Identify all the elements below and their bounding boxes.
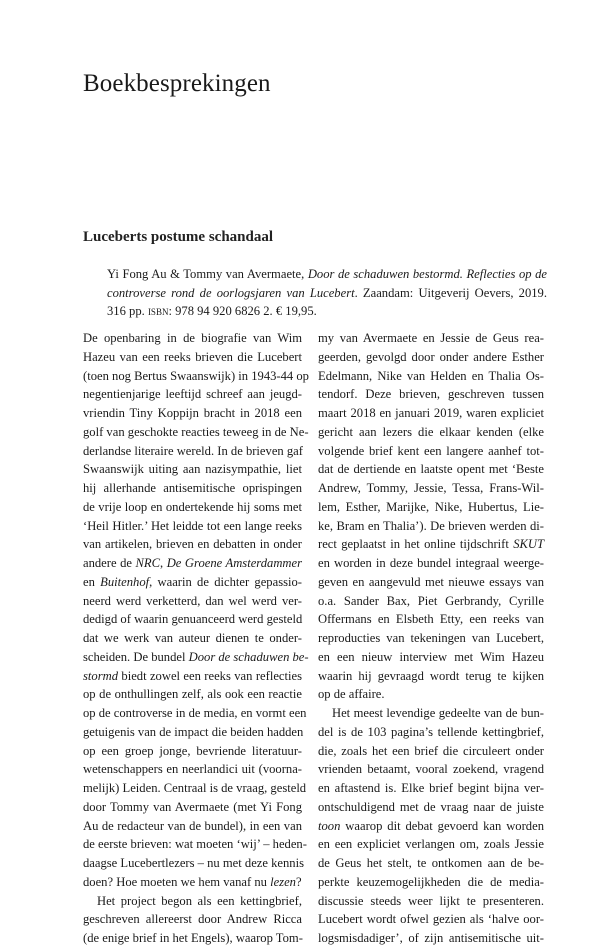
text: Hazeu van een reeks brieven die Lucebert	[83, 349, 302, 364]
text: neerd werd verketterd, dan wel werd ver-	[83, 593, 302, 608]
text-line	[83, 742, 302, 761]
italic-text: stormd	[83, 668, 118, 683]
text: my van Avermaete en Jessie de Geus rea-	[318, 331, 544, 345]
text: op een groep jonge, bevriende literatuur-	[83, 743, 302, 758]
text: Edelmann, Nike van Helden en Thalia Os-	[318, 368, 544, 383]
italic-text: lezen	[270, 874, 296, 889]
text: Swaanswijk uiting aan nazisympathie, liet	[83, 462, 302, 477]
text-line	[318, 667, 544, 686]
text: Offermans en Elsbeth Etty, een reeks van	[318, 612, 544, 627]
italic-text: Buitenhof	[100, 574, 150, 589]
text: de Geus het stelt, te ontkomen aan de be-	[318, 856, 544, 870]
text-line	[318, 442, 544, 461]
text-line	[83, 723, 302, 742]
text-line	[318, 873, 544, 892]
text: en aftastend is. Elke brief begint bijna ver-	[318, 781, 544, 795]
text-line	[83, 798, 302, 817]
text-line	[318, 535, 544, 554]
italic-text: De Groene Amsterdammer	[166, 556, 303, 570]
text-line	[83, 385, 302, 404]
publisher-info: . Zaandam: Uitgeverij Oevers, 2019. 316 pp.	[107, 285, 547, 319]
text: geven en aangevuld met nieuwe essays van	[318, 574, 544, 589]
text: melijk) Leiden. Centraal is de vraag, gesteld	[83, 781, 307, 795]
text: ontschuldigend met de vraag naar de juiste	[318, 799, 544, 814]
text: ,	[160, 556, 167, 570]
text: , waarin de dichter gepassio-	[149, 574, 302, 589]
text: (toen nog Bertus Swaanswijk) in 1943-44 op	[83, 368, 309, 383]
text: golf van geschokte reacties teweeg in de Ne-	[83, 424, 309, 439]
text: daagse Lucebertlezers – nu met deze kennis	[83, 856, 304, 870]
text-line	[83, 910, 302, 929]
text: en een nieuw interview met Wim Hazeu	[318, 649, 544, 664]
text: Andrew, Tommy, Jessie, Tessa, Frans-Wil-	[318, 481, 544, 495]
text-line	[83, 629, 302, 648]
text: (de enige brief in het Engels), waarop Tom-	[83, 931, 303, 945]
text: doen? Hoe moeten we hem vanaf nu	[83, 874, 271, 889]
text-line	[83, 517, 302, 536]
text: door Tommy van Avermaete (met Yi Fong	[83, 799, 302, 814]
section-title: Boekbesprekingen	[83, 70, 271, 97]
text-line	[83, 329, 302, 348]
text-line	[83, 929, 302, 948]
text: maart 2018 en januari 2019, waren expliciet	[318, 406, 544, 420]
text-line	[83, 685, 302, 704]
text: ke, Bram en Thalia’). De brieven werden di-	[318, 518, 544, 533]
text-line	[318, 554, 544, 573]
italic-text: NRC	[135, 556, 161, 570]
text-line	[318, 704, 544, 723]
text: tendorf. Deze brieven, geschreven tussen	[318, 387, 544, 402]
text: gericht aan lezers die elkaar kenden (elke	[318, 424, 544, 439]
text: negentienjarige leeftijd schreef aan jeugd-	[83, 387, 302, 402]
text-line	[83, 367, 309, 386]
text: logsmisdadiger’, of zijn antisemitische uit-	[318, 931, 544, 945]
text: De openbaring in de biografie van Wim	[83, 331, 302, 345]
text: Het meest levendige gedeelte van de bun-	[332, 706, 544, 720]
body-column-right	[318, 329, 544, 948]
text-line	[318, 779, 544, 798]
text: del is de 103 pagina’s tellende kettingbrief,	[318, 724, 544, 739]
text-line	[83, 704, 307, 723]
text-line	[318, 854, 544, 873]
text-line	[83, 892, 302, 911]
text: de eerste brieven: wat moeten ‘wij’ – heden-	[83, 837, 307, 852]
text: dat de dertiende en laatste opent met ‘Beste	[318, 462, 544, 477]
text: die, zoals het een brief die circuleert onder	[318, 743, 544, 758]
text: en een expliciet verlangen om, zoals Jessie	[318, 837, 544, 852]
text-line	[318, 910, 544, 929]
italic-text: Door de schaduwen be-	[188, 649, 309, 664]
body-column-left	[83, 329, 309, 948]
text-line	[318, 592, 544, 611]
text-line	[318, 835, 544, 854]
text: volgende brief kent een langere aanhef tot-	[318, 443, 544, 458]
text-line	[318, 629, 544, 648]
text: getuigenis van de impact die beiden hadden	[83, 724, 304, 739]
text-line	[83, 610, 302, 629]
italic-text: toon	[318, 818, 341, 833]
text-line	[318, 742, 544, 761]
text: vriendin Tiny Koppijn bracht in 2018 een	[83, 406, 302, 420]
text: perkte keuzemogelijkheden die de media-	[318, 874, 544, 889]
text-line	[83, 554, 302, 573]
text: wetenschappers en neerlandici uit (voorna-	[83, 762, 302, 777]
text-line	[83, 779, 307, 798]
text-line	[83, 423, 309, 442]
text: en worden in deze bundel integraal weerge-	[318, 556, 544, 570]
book-title: Door de schaduwen bestormd. Reflecties op de controverse rond de oorlogsjaren van Lucebert	[107, 267, 547, 300]
text-line	[318, 929, 544, 948]
text: dat we werk van auteur dienen te onder-	[83, 631, 302, 645]
text-line	[83, 442, 302, 461]
text-line	[318, 348, 544, 367]
text: op de affaire.	[318, 687, 385, 702]
text-line	[318, 892, 544, 911]
text: op de controverse in de media, en vormt een	[83, 706, 307, 720]
text: andere de	[83, 556, 136, 570]
text: lem, Esther, Marijke, Nike, Hubertus, Lie-	[318, 499, 544, 514]
isbn-label: isbn	[147, 304, 169, 319]
text: vrienden betaamt, vooral zoekend, vragend	[318, 762, 544, 777]
text: op de onthullingen zelf, als ook een reactie	[83, 687, 302, 702]
text: Het project begon als een kettingbrief,	[97, 893, 302, 908]
text: biedt zowel een reeks van reflecties	[118, 668, 302, 683]
text: waarin hij gevraagd wordt terug te kijken	[318, 668, 544, 683]
text-line	[318, 573, 544, 592]
text: van artikelen, brieven en debatten in onder	[83, 537, 302, 552]
isbn-and-price: : 978 94 920 6826 2. € 19,95.	[168, 304, 317, 319]
text: ‘Heil Hitler.’ Het leidde tot een lange reeks	[83, 518, 302, 533]
text-line	[83, 404, 302, 423]
text-line	[318, 423, 544, 442]
review-title: Luceberts postume schandaal	[83, 229, 274, 245]
text-line	[318, 367, 544, 386]
text-line	[83, 592, 302, 611]
text-line	[318, 329, 544, 348]
text-line	[83, 760, 302, 779]
text: geerden, gevolgd door onder andere Esther	[318, 349, 544, 364]
text: ?	[295, 874, 302, 889]
text-line	[83, 460, 302, 479]
text: Lucebert wordt ofwel gezien als ‘halve oor-	[318, 912, 544, 927]
text-line	[318, 498, 544, 517]
text-line	[318, 648, 544, 667]
text-line	[318, 723, 544, 742]
text-line	[83, 648, 309, 667]
text: reproducties van tekeningen van Lucebert,	[318, 631, 544, 645]
text: scheiden. De bundel	[83, 649, 189, 664]
text: de vrije loop en ondertekende hij soms met	[83, 499, 302, 514]
text: discussie steeds weer lijkt te presenteren.	[318, 893, 544, 908]
text-line	[318, 610, 544, 629]
text-line	[83, 535, 302, 554]
text-line	[83, 873, 302, 892]
text-line	[83, 573, 302, 592]
text-line	[83, 498, 302, 517]
text-line	[318, 460, 544, 479]
text-line	[83, 854, 302, 873]
text: dedigd of waarin genuanceerd werd gesteld	[83, 612, 303, 627]
text: en	[83, 574, 101, 589]
text-line	[318, 404, 544, 423]
text-line	[83, 479, 302, 498]
text-line	[318, 479, 544, 498]
text-line	[318, 798, 544, 817]
italic-text: SKUT	[513, 537, 544, 552]
text-line	[318, 517, 544, 536]
text: o.a. Sander Bax, Piet Gerbrandy, Cyrille	[318, 593, 544, 608]
text-line	[318, 817, 544, 836]
text-line	[83, 348, 302, 367]
text: rect geplaatst in het online tijdschrift	[318, 537, 514, 552]
text-line	[83, 817, 302, 836]
text: waarop dit debat gevoerd kan worden	[340, 818, 544, 833]
text-line	[318, 685, 544, 704]
text: Au de redacteur van de bundel), in een van	[83, 818, 302, 833]
text-line	[318, 385, 544, 404]
book-authors: Yi Fong Au & Tommy van Avermaete,	[107, 267, 308, 281]
text: derlandse literaire wereld. In de brieven gaf	[83, 443, 303, 458]
text-line	[83, 835, 307, 854]
text: geschreven allereerst door Andrew Ricca	[83, 912, 302, 927]
text: hij allerhande antisemitische oprispingen	[83, 481, 302, 495]
bibliographic-reference	[107, 265, 547, 321]
text-line	[83, 667, 302, 686]
text-line	[318, 760, 544, 779]
